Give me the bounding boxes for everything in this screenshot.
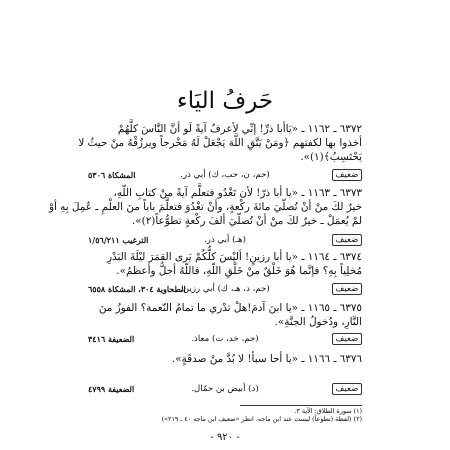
hadith-entry xyxy=(88,301,362,329)
hadith-entry xyxy=(48,186,362,228)
hadith-source: (د) أبيض بن حمّال. xyxy=(191,384,259,394)
grade-row xyxy=(88,283,362,295)
grade-badge: ضعيف xyxy=(332,283,362,295)
grade-badge: ضعيف xyxy=(332,234,362,246)
footnote: (٢) (لفظة (تطوعاً) ليست عند ابن ماجه، انظر «ضعيف ابن ماجه ٤٠ ـ ٢١٩») xyxy=(161,415,362,423)
hadith-reference: المشكاة ٥٣٠٦ xyxy=(88,170,136,180)
hadith-line: مُخلِياً بِهِ؟ فإنَّما هُوَ خَلْقٌ منْ خَلْقِ اللّهِ، فاللّهُ أجلُّ وأعظمُ». xyxy=(116,265,362,277)
grade-badge: ضعيف xyxy=(332,169,362,181)
hadith-reference: الطحاوية ٣٠٤، المشكاة ٦٥٥٨ xyxy=(88,284,186,294)
hadith-line: أخذوا بها لكفتهم ﴿ومَنْ يَتَّقِ اللَّهَ يَجْعَلْ لَهُ مَخْرجاً ويرزُقْهُ منْ حيثُ لا xyxy=(78,137,362,149)
hadith-source: (حم، ن، حب، ك) أبي ذر. xyxy=(180,170,270,180)
hadith-source: (هـ) أبي ذر. xyxy=(204,235,246,245)
page-number: - ٩٢٠ - xyxy=(210,432,240,443)
hadith-reference: الضعيفة ٤٧٩٩ xyxy=(88,384,135,394)
footnote: (١) سورة الطلاق: الآية ٣. xyxy=(294,407,362,415)
hadith-line: خيرٌ لكَ منْ أنْ تُصلّيَ مائةَ ركْعةٍ، وأنْ تغْدُوَ فتعلَّمَ باباً منَ العلْمِ ـ عُمِلَ بِهِ أوْ xyxy=(48,201,362,213)
hadith-line: ٦٣٧٤ ـ ١١٦٤ ـ «يا أبا رزينٍ! أليْسَ كلُّكُمْ يَرى القمَرَ ليْلَةَ البَدْرِ xyxy=(106,251,362,263)
grade-row xyxy=(88,169,362,181)
hadith-entry xyxy=(78,122,362,164)
grade-row xyxy=(88,333,362,345)
grade-row xyxy=(88,234,362,246)
hadith-line: ٦٣٧٣ ـ ١١٦٣ ـ «يا أبا ذرّ! لأن تَغْدُو فتعلَّم آيةً منْ كتابِ اللّهِ، xyxy=(113,187,362,199)
hadith-line: ٦٣٧٢ ـ ١١٦٢ ـ «يَاأبا ذرِّ! إنِّي لأعرفُ آيةً لَو أنَّ النَّاسَ كلَّهُمْ xyxy=(117,123,362,135)
grade-badge: ضعيف xyxy=(332,383,362,395)
hadith-source: (حم، خد، ت) معاذ. xyxy=(191,334,259,344)
hadith-line: النَّارِ، ودُخولُ الجنَّةِ». xyxy=(274,316,362,328)
footnotes xyxy=(88,407,362,423)
hadith-line: يَحْتَسِبُ﴾(١)». xyxy=(300,151,362,163)
hadith-line: ٦٣٧٦ ـ ١١٦٦ ـ «يا أحا سبأ! لا بُدَّ منْ صدقَةٍ». xyxy=(171,353,362,365)
hadith-source: (حم، د، هـ، ك) أبي رزين. xyxy=(180,284,270,294)
hadith-entry xyxy=(88,250,362,278)
grade-badge: ضعيف xyxy=(332,333,362,345)
footnote-divider xyxy=(240,405,362,406)
hadith-reference: الضعيفة ٣٤١٦ xyxy=(88,334,135,344)
hadith-entry xyxy=(88,352,362,366)
hadith-line: ٦٣٧٥ ـ ١١٦٥ ـ «يا ابنَ آدمَ!هلْ تدْري ما تمامُ النّعمة؟ الفوزُ منَ xyxy=(98,302,362,314)
hadith-reference: الترغيب ١/٥٦/٢١١ xyxy=(88,235,149,245)
chapter-title: حَرفُ اليَاء xyxy=(176,88,274,114)
hadith-line: لمْ يُعمَلْ ـ خيرٌ لكَ منْ أنْ تُصلّيَ ألفَ ركْعةٍ تطوُّعاً(٢)». xyxy=(131,215,362,227)
grade-row xyxy=(88,383,362,395)
